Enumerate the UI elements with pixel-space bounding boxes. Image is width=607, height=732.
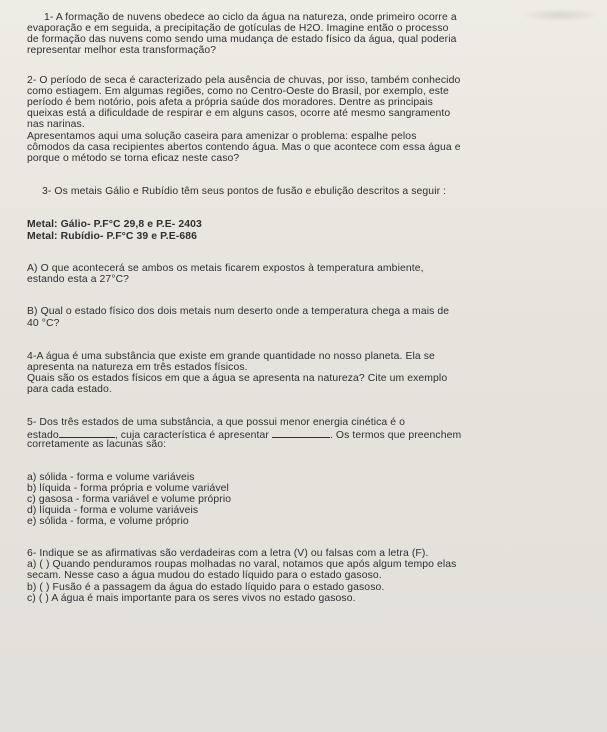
q6-item-c: c) ( ) A água é mais importante para os seres vivos no estado gasoso. (27, 593, 356, 604)
q2-line-8: porque o método se torna eficaz neste caso? (27, 153, 240, 164)
q5-option-a: a) sólida - forma e volume variáveis (27, 472, 195, 483)
q2-line-6: Apresentamos aqui uma solução caseira para amenizar o problema: espalhe pelos (27, 131, 417, 142)
q4-line-1: 4-A água é uma substância que existe em grande quantidade no nosso planeta. Ela se (27, 351, 435, 362)
q5-line-2-start: estado (27, 430, 59, 441)
q5-blank-2[interactable] (272, 428, 330, 438)
paper-smudge (520, 8, 600, 22)
q4-line-2: apresenta na natureza em três estados físicos. (27, 362, 248, 373)
q3-b-line-2: 40 °C? (27, 318, 60, 329)
q3-metal-rubidio: Metal: Rubídio- P.F°C 39 e P.E-686 (27, 231, 198, 242)
q4-line-4: para cada estado. (27, 384, 112, 395)
q6-item-b: b) ( ) Fusão é a passagem da água do estado líquido para o estado gasoso. (27, 582, 385, 593)
q2-line-3: período é bem notório, pois afeta a própria saúde dos moradores. Dentre as principais (27, 97, 433, 108)
q2-line-7: cômodos da casa recipientes abertos contendo água. Mas o que acontece com essa água e (27, 142, 461, 153)
q5-option-d: d) líquida - forma e volume variáveis (27, 505, 199, 516)
q2-line-5: nas narinas. (27, 119, 85, 130)
q5-line-2-end: . Os termos que preenchem (329, 430, 462, 441)
q6-intro: 6- Indique se as afirmativas são verdadeiras com a letra (V) ou falsas com a letra (F). (27, 548, 429, 559)
q5-option-b: b) líquida - forma própria e volume variável (27, 483, 229, 494)
q5-line-1: 5- Dos três estados de uma substância, a que possui menor energia cinética é o (27, 417, 406, 428)
q5-line-3: corretamente as lacunas são: (27, 439, 167, 450)
q4-line-3: Quais são os estados físicos em que a água se apresenta na natureza? Cite um exemplo (27, 373, 448, 384)
q1-line-2: evaporação e em seguida, a precipitação de gotículas de H2O. Imagine então o processo (27, 23, 449, 34)
q5-option-c: c) gasosa - forma variável e volume próprio (27, 494, 232, 505)
q3-metal-galio: Metal: Gálio- P.F°C 29,8 e P.E- 2403 (27, 219, 202, 230)
q2-line-4: queixas está a dificuldade de respirar e em alguns casos, ocorre até mesmo sangramento (27, 108, 451, 119)
q1-line-3: de formação das nuvens como sendo uma mudança de estado físico da água, qual poderia (27, 34, 457, 45)
q2-line-2: como estiagem. Em algumas regiões, como no Centro-Oeste do Brasil, por exemplo, este (27, 86, 449, 97)
q6-item-a-line-2: secam. Nesse caso a água mudou do estado líquido para o estado gasoso. (27, 570, 382, 581)
q2-line-1: 2- O período de seca é caracterizado pela ausência de chuvas, por isso, também conhecido (27, 75, 461, 86)
q5-option-e: e) sólida - forma, e volume próprio (27, 516, 189, 527)
q1-line-1: 1- A formação de nuvens obedece ao ciclo da água na natureza, onde primeiro ocorre a (44, 12, 457, 23)
q5-blank-1[interactable] (59, 428, 115, 438)
q1-line-4: representar melhor esta transformação? (27, 45, 217, 56)
q3-b-line-1: B) Qual o estado físico dos dois metais num deserto onde a temperatura chega a mais de (27, 306, 450, 317)
q3-intro: 3- Os metais Gálio e Rubídio têm seus pontos de fusão e ebulição descritos a seguir : (42, 186, 447, 197)
q6-item-a-line-1: a) ( ) Quando penduramos roupas molhadas no varal, notamos que após algum tempo elas (27, 559, 457, 570)
q5-line-2-middle: , cuja característica é apresentar (114, 430, 269, 441)
q3-a-line-1: A) O que acontecerá se ambos os metais ficarem expostos à temperatura ambiente, (27, 263, 424, 274)
q3-a-line-2: estando esta a 27°C? (27, 274, 130, 285)
